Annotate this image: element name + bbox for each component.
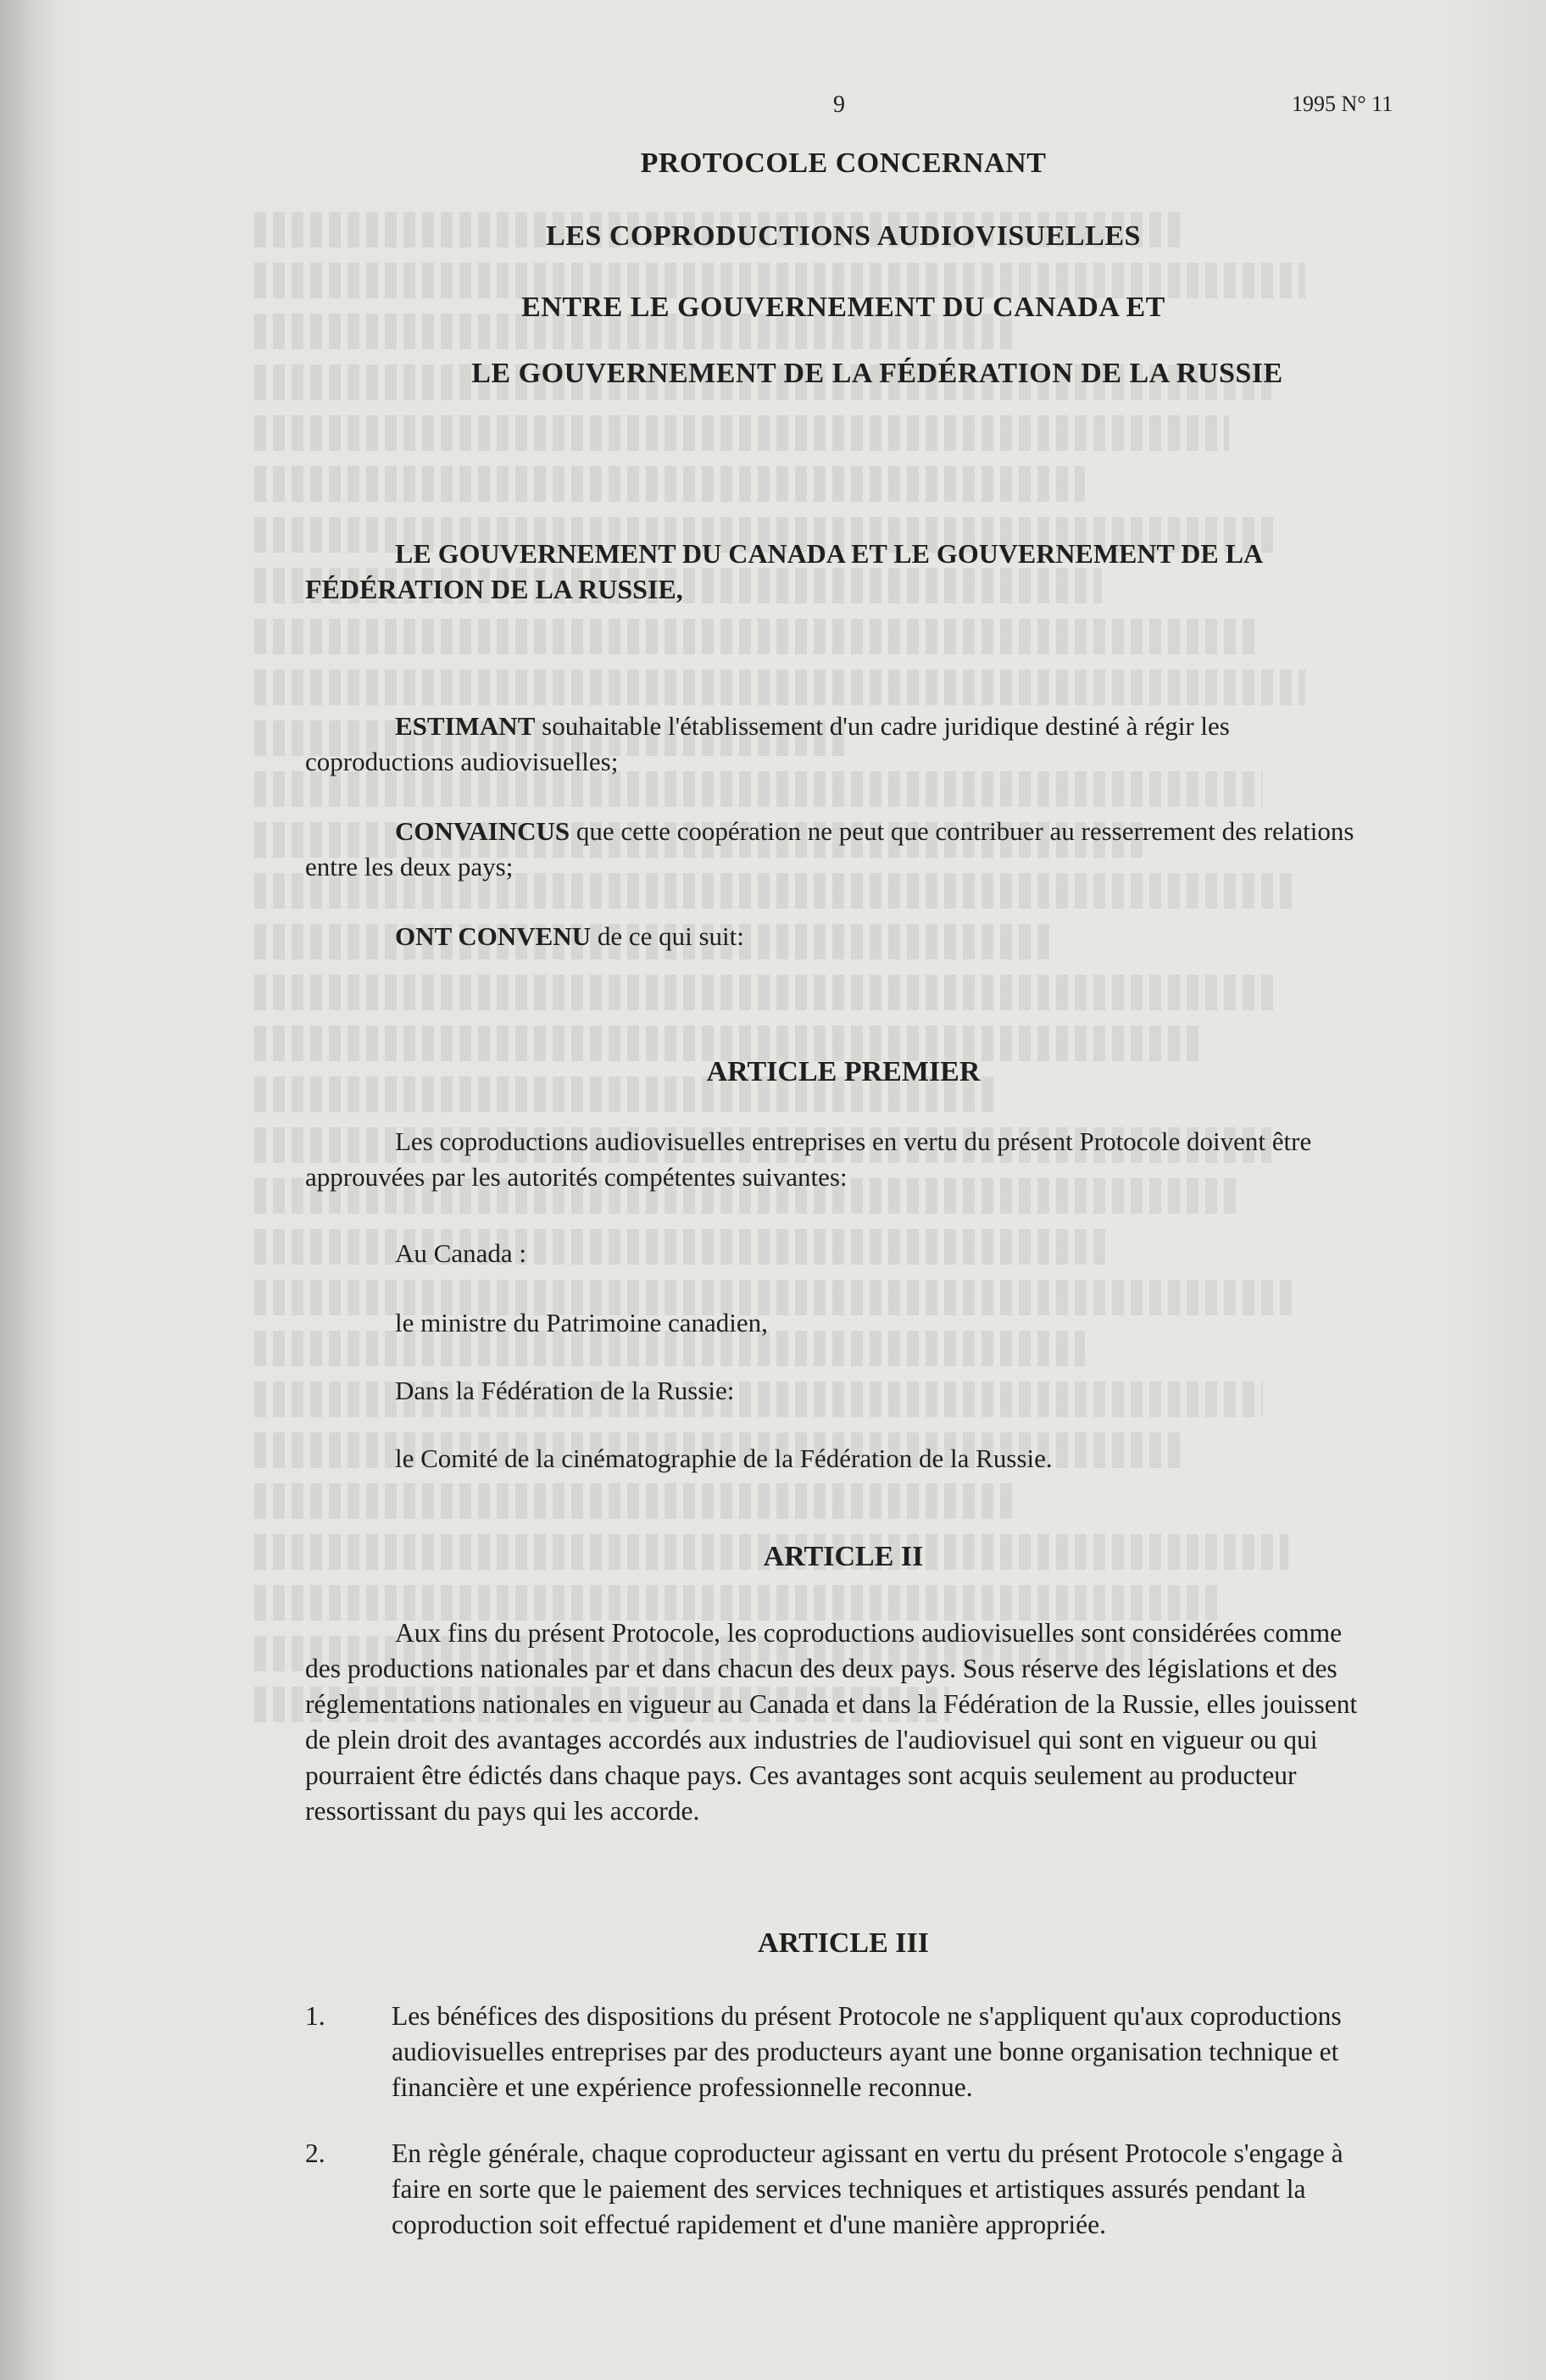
- parties-declaration: [305, 536, 1382, 607]
- item-number: 1.: [305, 2001, 325, 2031]
- russia-label: Dans la Fédération de la Russie:: [395, 1376, 735, 1405]
- title-line-1: PROTOCOLE CONCERNANT: [640, 147, 1047, 179]
- item-number: 2.: [305, 2138, 325, 2168]
- article-1-intro: [305, 1124, 1382, 1195]
- parties-line-1: LE GOUVERNEMENT DU CANADA ET LE GOUVERNEMENT DE LA: [395, 538, 1264, 569]
- page-number: 9: [833, 92, 845, 118]
- parties-line-2: FÉDÉRATION DE LA RUSSIE,: [305, 574, 683, 604]
- article-3-heading: ARTICLE III: [758, 1927, 929, 1959]
- title-line-3: ENTRE LE GOUVERNEMENT DU CANADA ET: [521, 292, 1165, 323]
- article-2-text: [305, 1615, 1382, 1829]
- convaincus-lead: CONVAINCUS: [395, 816, 570, 846]
- canada-label: Au Canada :: [395, 1238, 526, 1268]
- convaincus-text: que cette coopération ne peut que contribuer au resserrement des relations entre les deux pays;: [305, 816, 1354, 881]
- article-1-intro-text: Les coproductions audiovisuelles entreprises en vertu du présent Protocole doivent être approuvées par les autorités compétentes suivantes:: [305, 1126, 1312, 1192]
- preamble-estimant: [305, 709, 1382, 780]
- canada-authority: le ministre du Patrimoine canadien,: [395, 1308, 768, 1337]
- article-1-heading: ARTICLE PREMIER: [706, 1056, 981, 1087]
- ont-lead: ONT CONVENU: [395, 921, 592, 951]
- item-text: Les bénéfices des dispositions du présent Protocole ne s'appliquent qu'aux coproductions audiovisuelles entreprises par des producteurs ayant une bonne organisation technique et financière et une expérience professionnelle reconnue.: [392, 2001, 1342, 2102]
- article-2-body: Aux fins du présent Protocole, les coproductions audiovisuelles sont considérées comme des productions nationales par et dans chacun des deux pays. Sous réserve des législations et des réglementations nationales en vigueur au Canada et dans la Fédération de la Russie, elles jouissent de plein droit des avantages accordés aux industries de l'audiovisuel qui sont en vigueur ou qui pourraient être édictés dans chaque pays. Ces avantages sont acquis seulement au producteur ressortissant du pays qui les accorde.: [305, 1618, 1358, 1826]
- ont-text: de ce qui suit:: [591, 921, 744, 951]
- preamble-ont-convenu: [395, 919, 744, 954]
- preamble-convaincus: [305, 814, 1382, 885]
- estimant-text: souhaitable l'établissement d'un cadre juridique destiné à régir les coproductions audiovisuelles;: [305, 711, 1230, 776]
- item-text: En règle générale, chaque coproducteur agissant en vertu du présent Protocole s'engage à faire en sorte que le paiement des services techniques et artistiques assurés pendant la coproduction soit effectué rapidement et d'une manière appropriée.: [392, 2138, 1343, 2239]
- document-number: 1995 N° 11: [1292, 92, 1393, 116]
- title-line-2: LES COPRODUCTIONS AUDIOVISUELLES: [546, 220, 1141, 252]
- estimant-lead: ESTIMANT: [395, 711, 536, 741]
- title-line-4: LE GOUVERNEMENT DE LA FÉDÉRATION DE LA RUSSIE: [471, 358, 1283, 389]
- russia-authority: le Comité de la cinématographie de la Fédération de la Russie.: [395, 1443, 1053, 1473]
- article-2-heading: ARTICLE II: [763, 1541, 924, 1572]
